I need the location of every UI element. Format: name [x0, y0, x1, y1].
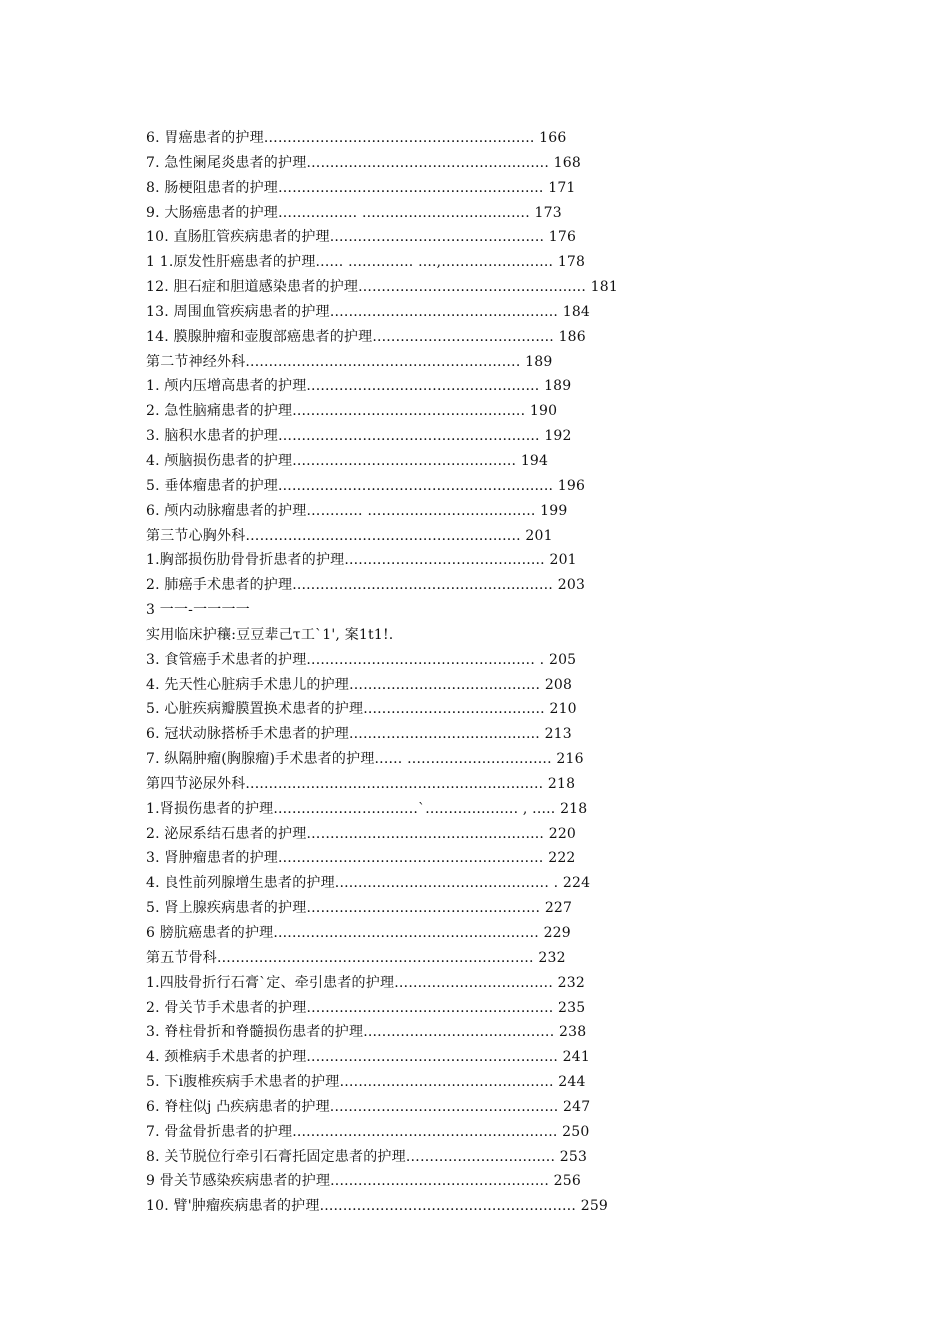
toc-line: 5. 肾上腺疾病患者的护理….........................…….........……. 227	[146, 900, 573, 917]
toc-line: 12. 胆石症和胆道感染患者的护理................................................. 181	[146, 279, 618, 296]
toc-line: 7. 纵隔肿瘤(胸腺瘤)手术患者的护理...... ..…................…....... 216	[146, 751, 584, 768]
toc-line: 2. 泌尿系结石患者的护理……............................................. 220	[146, 825, 577, 842]
toc-line: 7. 急性阑尾炎患者的护理….................….........…................. 168	[146, 154, 581, 171]
toc-line: 13. 周围血管疾病患者的护理…...........................…................ 184	[146, 303, 591, 320]
toc-line: 6. 胃癌患者的护理…........……...............…....................... 166	[146, 130, 567, 146]
toc-line: 7. 骨盆骨折患者的护理...................................…................... 250	[146, 1123, 590, 1140]
toc-line: 3 一一-一一一一	[146, 602, 250, 619]
toc-line: 5. 垂体瘤患者的护理................….......….................….......... 196	[146, 477, 586, 494]
toc-line: 8. 肠梗阻患者的护理…................…................................... 171	[146, 179, 576, 196]
toc-line: 6. 颅内动脉瘤患者的护理……...... ……..............…............. 199	[146, 502, 568, 519]
running-header: 实用临床护穰:豆豆辈己τ工`1', 案1t1!.	[146, 626, 394, 643]
toc-line: 5. 下i腹椎疾病手术患者的护理…........................................... 244	[146, 1074, 586, 1091]
toc-line: 5. 心脏疾病瓣膜置换术患者的护理.................…................... 210	[146, 701, 577, 718]
toc-line: 8. 关节脱位行牵引石膏托固定患者的护理…….......................... 253	[146, 1148, 588, 1165]
toc-line: 1. 颅内压增高患者的护理........….................…................... 189	[146, 378, 572, 395]
table-of-contents	[146, 126, 846, 1219]
toc-line: 1.胸部损伤肋骨骨折患者的护理........…...........….................. 201	[146, 552, 577, 569]
toc-section-heading: 第二节神经外科..............................…..........….........…. 189	[146, 353, 553, 370]
toc-line: 9. 大肠癌患者的护理….............. ................….............…. 173	[146, 204, 562, 221]
toc-line: 2. 急性脑痛患者的护理..............................…….............. 190	[146, 403, 558, 420]
toc-section-heading: 第四节泌尿外科.............…................................................ 218	[146, 775, 576, 792]
toc-line: 6. 冠状动脉搭桥手术患者的护理........….............................. 213	[146, 726, 572, 743]
toc-section-heading: 第三节心胸外科………...............................…................ 201	[146, 527, 553, 544]
toc-line: 3. 肾肿瘤患者的护理...................................................…… 222	[146, 850, 576, 867]
toc-line: 4. 颅脑损伤患者的护理.......…........…......….................. 194	[146, 452, 549, 469]
toc-line: 3. 食管癌手术患者的护理..............................…….........…. . 205	[146, 651, 577, 668]
toc-line: 9 骨关节感染疾病患者的护理...........................................…. 256	[146, 1173, 581, 1190]
toc-line: 6. 脊柱似j 凸疾病患者的护理........….........….........….............. 247	[146, 1098, 591, 1115]
toc-line: 10. 直肠肛管疾病患者的护理........…..................….............. 176	[146, 229, 577, 246]
toc-line: 4. 先天性心脏病手术患儿的护理…..................................…. 208	[146, 676, 573, 693]
toc-line: 4. 良性前列腺增生患者的护理..........................................…. . 224	[146, 875, 591, 892]
toc-line: 1.四肢骨折行石膏`定、牵引患者的护理….................….......…. 232	[146, 974, 585, 991]
toc-line: 14. 膜腺肿瘤和壶腹部癌患者的护理...................…................. 186	[146, 328, 586, 345]
toc-line: 3. 脊柱骨折和脊髓损伤患者的护理..................................……. 238	[146, 1024, 587, 1041]
toc-line: 6 膀肮癌患者的护理.................….................................…. 229	[146, 925, 571, 941]
toc-line: 2. 骨关节手术患者的护理…...............................…................ 235	[146, 999, 586, 1016]
toc-section-heading: 第五节骨科.........................................…....................…. 232	[146, 949, 566, 966]
toc-line: 3. 脑积水患者的护理…........…….......…................….......... 192	[146, 428, 572, 445]
toc-line: 4. 颈椎病手术患者的护理.......…..........................…............... 241	[146, 1049, 590, 1066]
toc-line: 1 1.原发性肝癌患者的护理...... ..…......... ....,...….................. 178	[146, 254, 586, 271]
toc-line: 2. 肺癌手术患者的护理...............................…...................… 203	[146, 577, 586, 594]
toc-line: 1.肾损伤患者的护理................…….........`.................... , ..... 218	[146, 800, 588, 817]
toc-line: 10. 臂'肿瘤疾病患者的护理..................…...................…........…. 259	[146, 1198, 609, 1215]
